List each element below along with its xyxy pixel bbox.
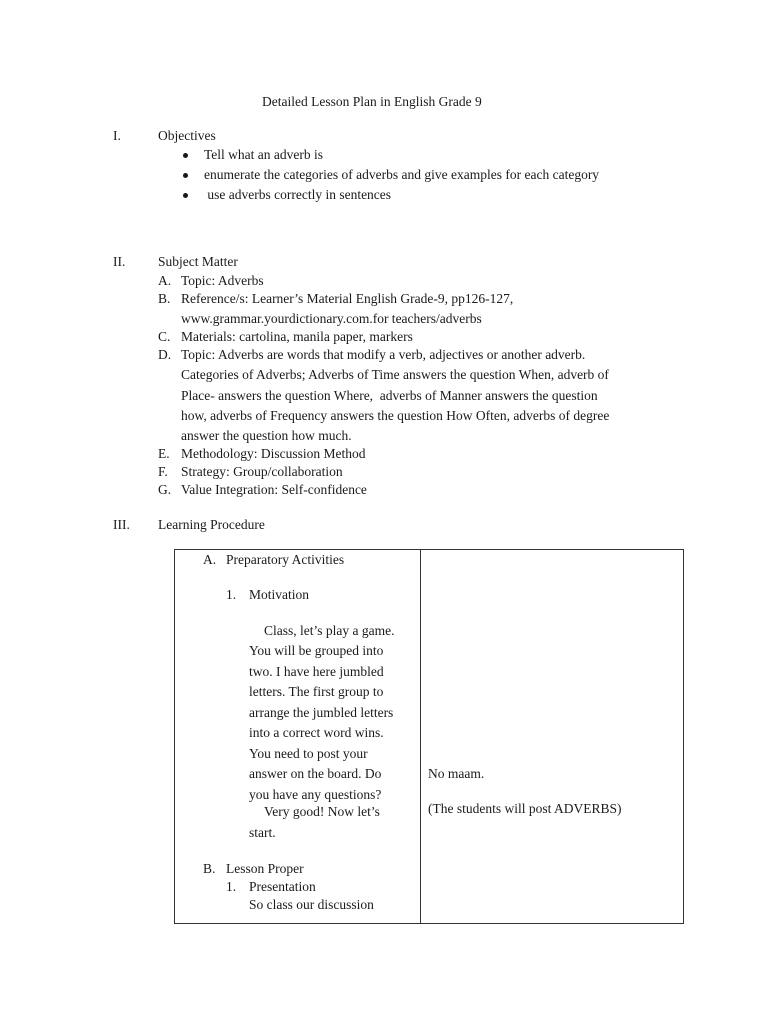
list-text: Value Integration: Self-confidence xyxy=(181,482,367,497)
bullet-icon xyxy=(183,193,188,198)
teacher-line: into a correct word wins. xyxy=(249,725,384,740)
list-letter: A. xyxy=(158,273,172,288)
list-text: Methodology: Discussion Method xyxy=(181,446,366,461)
list-text: www.grammar.yourdictionary.com.for teachers/adverbs xyxy=(181,311,482,326)
teacher-line: You need to post your xyxy=(249,746,368,761)
list-text: Strategy: Group/collaboration xyxy=(181,464,343,479)
objective-text: Tell what an adverb is xyxy=(204,147,324,162)
list-text: Reference/s: Learner’s Material English Grade-9, pp126-127, xyxy=(181,291,514,306)
list-text: Topic: Adverbs are words that modify a verb, adjectives or another adverb. xyxy=(181,347,586,362)
student-response: (The students will post ADVERBS) xyxy=(428,801,622,816)
list-letter: G. xyxy=(158,482,172,497)
section-heading-learning-procedure: Learning Procedure xyxy=(158,517,265,532)
teacher-line: you have any questions? xyxy=(249,787,382,802)
list-text: Materials: cartolina, manila paper, markers xyxy=(181,329,413,344)
list-letter: B. xyxy=(158,291,171,306)
section-title: Preparatory Activities xyxy=(226,552,345,567)
document-title: Detailed Lesson Plan in English Grade 9 xyxy=(262,94,482,109)
step-number: 1. xyxy=(226,587,237,602)
section-letter: A. xyxy=(203,552,217,567)
list-letter: F. xyxy=(158,464,168,479)
teacher-line: Very good! Now let’s xyxy=(264,804,380,819)
teacher-line: two. I have here jumbled xyxy=(249,664,384,679)
teacher-line: answer on the board. Do xyxy=(249,766,382,781)
teacher-line: You will be grouped into xyxy=(249,643,384,658)
list-text: answer the question how much. xyxy=(181,428,352,443)
teacher-line: arrange the jumbled letters xyxy=(249,705,394,720)
list-letter: E. xyxy=(158,446,170,461)
section-letter: B. xyxy=(203,861,216,876)
list-letter: D. xyxy=(158,347,172,362)
section-heading-objectives: Objectives xyxy=(158,128,216,143)
section-heading-subject-matter: Subject Matter xyxy=(158,254,238,269)
step-title: Motivation xyxy=(249,587,309,602)
student-response: No maam. xyxy=(428,766,485,781)
list-text: Place- answers the question Where, adverbs of Manner answers the question xyxy=(181,388,598,403)
section-title: Lesson Proper xyxy=(226,861,304,876)
teacher-line: start. xyxy=(249,825,276,840)
table-column-divider xyxy=(420,550,421,923)
teacher-line: letters. The first group to xyxy=(249,684,384,699)
bullet-icon xyxy=(183,153,188,158)
list-text: Categories of Adverbs; Adverbs of Time answers the question When, adverb of xyxy=(181,367,609,382)
teacher-line: So class our discussion xyxy=(249,897,374,912)
step-number: 1. xyxy=(226,879,237,894)
objective-text: use adverbs correctly in sentences xyxy=(204,187,392,202)
procedure-table xyxy=(174,549,684,924)
section-numeral-subject-matter: II. xyxy=(113,254,126,269)
step-title: Presentation xyxy=(249,879,316,894)
objective-text: enumerate the categories of adverbs and give examples for each category xyxy=(204,167,600,182)
teacher-line: Class, let’s play a game. xyxy=(264,623,395,638)
section-numeral-objectives: I. xyxy=(113,128,121,143)
list-text: Topic: Adverbs xyxy=(181,273,264,288)
list-letter: C. xyxy=(158,329,171,344)
list-text: how, adverbs of Frequency answers the question How Often, adverbs of degree xyxy=(181,408,610,423)
bullet-icon xyxy=(183,173,188,178)
section-numeral-learning-procedure: III. xyxy=(113,517,130,532)
